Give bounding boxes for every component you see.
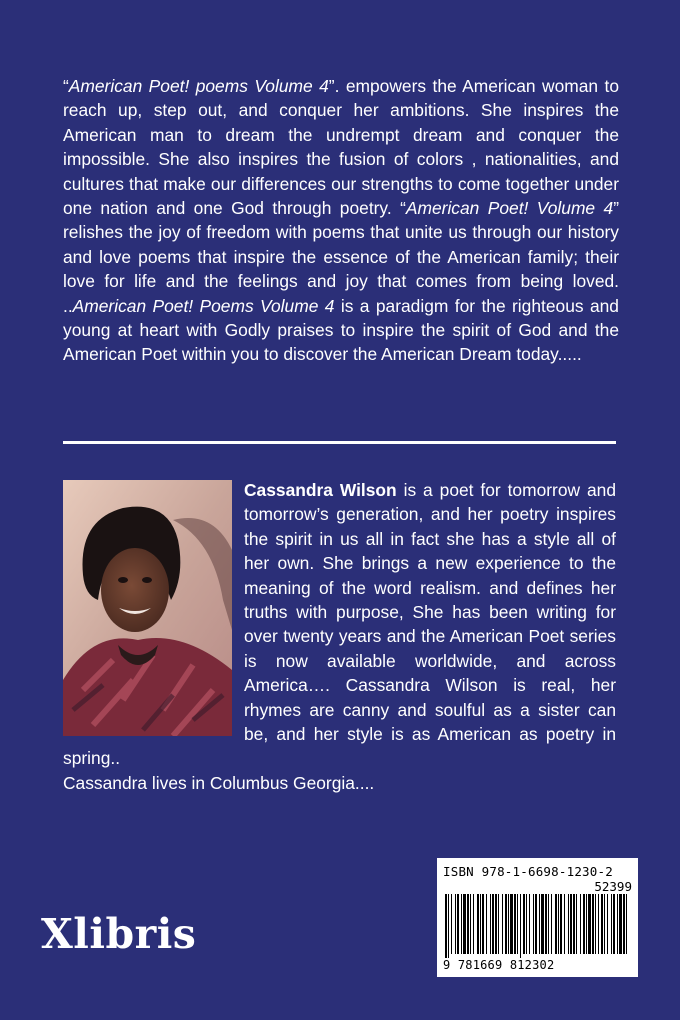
photo-spacer xyxy=(63,478,244,742)
book-title-1: American Poet! poems Volume 4 xyxy=(68,76,329,96)
isbn-label: ISBN 978-1-6698-1230-2 xyxy=(443,864,613,879)
blurb-text-3: is a paradigm for the righteous and young at heart with Godly praises to inspire the spirit of God and the American Poet within you to discover the American Dream today..... xyxy=(63,295,619,365)
author-bio xyxy=(63,478,616,795)
back-cover-blurb xyxy=(63,74,619,367)
bio-text: is a poet for tomorrow and tomorrow’s generation, and her poetry inspires the spirit in us all in fact she has a style all of her own. She brings a new experience to the meaning of the word realism. and defines her truths with purpose, She has been writing for over twenty years and the American Poet series is now available worldwide, and across America…. Cassandra Wilson is real, her rhymes are canny and soulful as a sister can be, and her style is as American as poetry in spring.. xyxy=(63,480,616,769)
divider-line xyxy=(63,441,616,444)
barcode-bars xyxy=(443,894,633,958)
publisher-logo: Xlibris xyxy=(41,910,197,958)
blurb-text-1: ”. empowers the American woman to reach up, step out, and conquer her ambitions. She inspires the American man to dream the undrempt dream and conquer the impossible. She also inspires the fusion of colors , nationalities, and cultures that make our differences our strengths to come together under one nation and one God through poetry. “ xyxy=(63,76,620,219)
open-quote: “ xyxy=(63,76,69,96)
price-code: 52399 xyxy=(594,879,632,894)
barcode xyxy=(437,858,638,977)
blurb-text-2: ” relishes the joy of freedom with poems that unite us through our history and love poems that inspire the essence of the American family; their love for life and the feelings and joy that comes from being loved. .. xyxy=(63,198,619,316)
bio-last-line: Cassandra lives in Columbus Georgia.... xyxy=(63,772,375,793)
author-name: Cassandra Wilson xyxy=(244,480,397,500)
barcode-number: 9 781669 812302 xyxy=(443,958,555,972)
book-title-3: American Poet! Poems Volume 4 xyxy=(72,295,335,316)
book-title-2: American Poet! Volume 4 xyxy=(405,198,614,219)
